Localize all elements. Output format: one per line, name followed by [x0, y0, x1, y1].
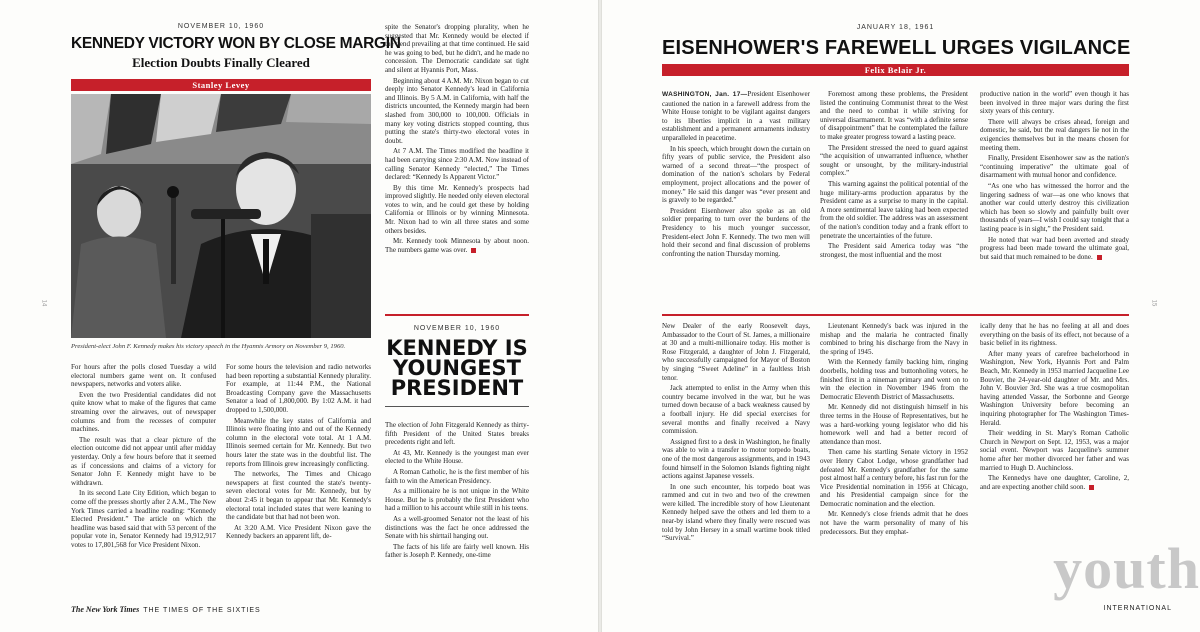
- headline: EISENHOWER'S FAREWELL URGES VIGILANCE: [662, 37, 1131, 59]
- paragraph: productive nation in the world” even though it has been involved in three major wars during the first sixty years of this century.: [980, 90, 1129, 116]
- paragraph: This warning against the political potential of the huge military-arms production apparatus by the President came as a surprise to many in the capital. A more sentimental leave taking had been expected from the old soldier. The address was an assessment of the nation's condition today and a frank effort to penetrate the uncertainties of the future.: [820, 179, 968, 240]
- right-bottom-col-2: [820, 322, 968, 538]
- paragraph: By this time Mr. Kennedy's prospects had improved slightly. He needed only eleven electoral votes to win, and he could get these by holding California or Illinois or by winning Minnesota. Mr. Nixon had to win all three states and some others besides.: [385, 183, 529, 235]
- right-bottom-col-3: [980, 322, 1129, 493]
- paragraph: [662, 90, 810, 143]
- paragraph: “As one who has witnessed the horror and the lingering sadness of war—as one who knows that another war could utterly destroy this civilization which has been so slowly and painfully built over thousands of years—I wish I could say tonight that a lasting peace is in sight,” the President said.: [980, 181, 1129, 233]
- right-page: [602, 0, 1200, 632]
- section-rule: [385, 314, 529, 316]
- end-mark-icon: [471, 248, 476, 253]
- page-number: 15: [1150, 299, 1157, 307]
- headline-line: KENNEDY IS: [386, 336, 528, 360]
- paragraph: Jack attempted to enlist in the Army when this country became involved in the war, but he was turned down because of a back weakness caused by a football injury. He did special exercises for several months and finally received a Navy commission.: [662, 384, 810, 436]
- left-col-1: [71, 363, 216, 551]
- paragraph: [980, 474, 1129, 491]
- paragraph-text: Mr. Kennedy took Minnesota by about noon. The numbers game was over.: [385, 237, 529, 254]
- paragraph: Foremost among these problems, the President listed the continuing Communist threat to the West and the need to combat it while striving for universal disarmament. It was “with a definite sense of disappointment” that he contemplated the failure to make greater progress toward a lasting peace.: [820, 90, 968, 141]
- left-footer: [71, 605, 261, 614]
- paragraph: Mr. Kennedy did not distinguish himself in his three terms in the House of Representatives, but he was a hard-working young legislator who did his homework well and had a better record of attendance than most.: [820, 403, 968, 446]
- paragraph: For some hours the television and radio networks had been reporting a substantial Kennedy plurality. For example, at 11:44 P.M., the National Broadcasting Company gave the Massachusetts Senator a lead of 1,800,000. By 1:02 A.M. it had dropped to 1,500,000.: [226, 363, 371, 414]
- left-col-2: [226, 363, 371, 543]
- page-number: 14: [40, 299, 47, 307]
- right-top-col-3: [980, 90, 1129, 263]
- right-top-col-1: [662, 90, 810, 260]
- paragraph: ically deny that he has no feeling at all and does everything on the basis of its effect, not because of a basic belief in its rightness.: [980, 322, 1129, 348]
- paragraph: The President stressed the need to guard against “the acquisition of unwarranted influence, whether sought or unsought, by the military-industrial complex.”: [820, 143, 968, 178]
- headline-line: YOUNGEST: [393, 356, 521, 380]
- section-watermark: youth: [1053, 536, 1200, 601]
- paragraph: New Dealer of the early Roosevelt days, Ambassador to the Court of St. James, a millionaire at 30 and a multi-millionaire today. His mother is Rose Fitzgerald, a daughter of John J. Fitzgerald, who successfully campaigned for Mayor of Boston by singing “Sweet Adeline” in a faultless Irish tenor.: [662, 322, 810, 382]
- paragraph: Mr. Kennedy's close friends admit that he does not have the warm personality of many of his predecessors. But they emphat-: [820, 510, 968, 536]
- end-mark-icon: [1097, 255, 1102, 260]
- paragraph: Then came his startling Senate victory in 1952 over Henry Cabot Lodge, whose grandfather had defeated Mr. Kennedy's grandfather for the same post almost half a century before, his fast run for the Vice Presidential nomination in 1956 at Chicago, and his Presidential campaign since for the Democratic nomination and the election.: [820, 448, 968, 508]
- byline-bar: Felix Belair Jr.: [662, 64, 1129, 76]
- paragraph-text: President Eisenhower cautioned the nation in a farewell address from the White House tonight to be vigilant against dangers to its liberties implicit in a vast military establishment and a permanent armaments industry unparalleled in peacetime.: [662, 90, 810, 142]
- paragraph: The networks, The Times and Chicago newspapers at first counted the state's twenty-seven electoral votes for Mr. Kennedy, but by about 2:45 it began to appear that Mr. Kennedy's electoral total included states that were leaning to the candidate but that had not been won.: [226, 470, 371, 522]
- paragraph: Their wedding in St. Mary's Roman Catholic Church in Newport on Sept. 12, 1953, was a major social event. Newport was Jacqueline's summer home after her mother divorced her father and was married to Hugh D. Auchincloss.: [980, 429, 1129, 472]
- headline-line: PRESIDENT: [390, 376, 524, 400]
- section-rule: [662, 314, 1129, 316]
- article2-headline: [385, 338, 529, 398]
- dateline: NOVEMBER 10, 1960: [177, 23, 265, 30]
- paragraph: Assigned first to a desk in Washington, he finally was able to win a transfer to motor torpedo boats, one of the most dangerous assignments, and in 1943 found himself in the Solomon Islands fighting night actions against Japanese vessels.: [662, 437, 810, 481]
- paragraph: In one such encounter, his torpedo boat was rammed and cut in two and two of the crewmen were killed. The incredible story of how Lieutenant Kennedy helped save the others and led them to a near-by island where they finally were rescued was told by John Hersey in a small wartime book titled “Survival.”: [662, 482, 810, 543]
- kennedy-victory-photo: [71, 94, 371, 338]
- paragraph: With the Kennedy family backing him, ringing doorbells, holding teas and buttonholing voters, he finished first in a nineman primary and went on to win the election in November 1946 from the Democratic Eleventh District of Massachusetts.: [820, 358, 968, 401]
- photo-illustration: [71, 94, 371, 338]
- paragraph: At 7 A.M. The Times modified the headline it had been carrying since 2:30 A.M. Now instead of calling Senator Kennedy “elected,” The Times declared: “Kennedy Is Apparent Victor.”: [385, 147, 529, 182]
- paragraph: After many years of carefree bachelorhood in Washington, New York, Hyannis Port and Palm Beach, Mr. Kennedy in 1953 married Jacqueline Lee Bouvier, the 24-year-old daughter of Mr. and Mrs. John V. Bouvier 3rd. She was a true cosmopolitan having attended Vassar, the Sorbonne and George Washington University before becoming an inquiring photographer for The Washington Times-Herald.: [980, 349, 1129, 427]
- paragraph: Meanwhile the key states of California and Illinois were floating into and out of the Kennedy column in the electoral vote total. At 1 A.M. Illinois seemed certain for Mr. Kennedy. But two hours later the state was in the doubtful list. The reports from Illinois grew increasingly conflicting.: [226, 416, 371, 468]
- paragraph: At 3:20 A.M. Vice President Nixon gave the Kennedy backers an apparent lift, de-: [226, 523, 371, 541]
- paragraph: Beginning about 4 A.M. Mr. Nixon began to cut deeply into Senator Kennedy's lead in California and Illinois. By 5 A.M. in California, with half the districts uncounted, the Kennedy margin had been slashed from 300,000 to 100,000. Officials in many key voting districts stopped counting, thus putting the state's thirty-two electoral votes in doubt.: [385, 76, 529, 145]
- paragraph: Lieutenant Kennedy's back was injured in the mishap and the malaria he contracted finally combined to bring his discharge from the Navy in the spring of 1945.: [820, 322, 968, 356]
- right-bottom-col-1: [662, 322, 810, 545]
- paragraph: Finally, President Eisenhower saw as the nation's “continuing imperative” the ultimate goal of disarmament with mutual honor and confidence.: [980, 154, 1129, 180]
- paragraph: In its second Late City Edition, which began to come off the presses shortly after 2 A.M., The New York Times carried a headline reading: “Kennedy Elected President.” The article on which the headline was based said that with 53 percent of the popular vote in, Senator Kennedy had 19,912,917 votes to 17,801,568 for Vice President Nixon.: [71, 489, 216, 549]
- paragraph: The facts of his life are fairly well known. His father is Joseph P. Kennedy, one-time: [385, 542, 529, 560]
- paragraph: For hours after the polls closed Tuesday a wild electoral numbers game went on. It confused newspapers, networks and voters alike.: [71, 363, 216, 389]
- dateline: JANUARY 18, 1961: [856, 24, 935, 31]
- paragraph: [980, 236, 1129, 262]
- dateline-lead: WASHINGTON, Jan. 17—: [662, 91, 748, 98]
- paragraph: The election of John Fitzgerald Kennedy as thirty-fifth President of the United States breaks precedents right and left.: [385, 421, 529, 447]
- paragraph: A Roman Catholic, he is the first member of his faith to win the American Presidency.: [385, 467, 529, 485]
- paragraph: The result was that a clear picture of the election outcome did not appear until after midday yesterday. Only a few hours before that it seemed as if concessions and claims of a victory for Senator John F. Kennedy might have to be withdrawn.: [71, 435, 216, 487]
- right-footer: INTERNATIONAL: [1103, 605, 1172, 612]
- paragraph: [385, 237, 529, 254]
- paragraph: As a well-groomed Senator not the least of his distinctions was the fact he once addressed the Senate with his shirttail hanging out.: [385, 514, 529, 541]
- end-mark-icon: [1089, 485, 1094, 490]
- paragraph: At 43, Mr. Kennedy is the youngest man ever elected to the White House.: [385, 448, 529, 466]
- paragraph: President Eisenhower also spoke as an old soldier preparing to turn over the burdens of the Presidency to his much younger successor, President-elect John F. Kennedy. The two men will hold their second and final discussion of problems confronting the nation Thursday morning.: [662, 206, 810, 258]
- left-page: [0, 0, 598, 632]
- headline: KENNEDY VICTORY WON BY CLOSE MARGIN: [71, 35, 401, 52]
- nyt-logo: The New York Times: [71, 605, 140, 614]
- paragraph: As a millionaire he is not unique in the White House. But he is probably the first President who had a million to his account while still in his teens.: [385, 487, 529, 513]
- left-col-3-top: [385, 23, 529, 256]
- paragraph: spite the Senator's dropping plurality, when he suggested that Mr. Kennedy would be elected if the trend prevailing at that time continued. He said he was going to bed, but he didn't, and he made no concession. The Democratic candidate sat tight and silent at Hyannis Port, Mass.: [385, 23, 529, 74]
- paragraph: Even the two Presidential candidates did not quite know what to make of the figures that came streaming over the airwaves, out of newspaper columns and from the recesses of computer machines.: [71, 390, 216, 434]
- photo-caption: President-elect John F. Kennedy makes his victory speech in the Hyannis Armory on November 9, 1960.: [71, 343, 346, 350]
- divider: [385, 406, 529, 407]
- paragraph: The President said America today was “the strongest, the most influential and the most: [820, 242, 968, 259]
- article2-dateline: NOVEMBER 10, 1960: [413, 325, 501, 332]
- left-col-3-bottom: [385, 421, 529, 562]
- subhead: Election Doubts Finally Cleared: [132, 55, 310, 70]
- paragraph-text: He noted that war had been averted and steady progress had been made toward the ultimate goal, but said that much remained to be done.: [980, 235, 1129, 261]
- byline-bar: Stanley Levey: [71, 79, 371, 91]
- right-top-col-2: [820, 90, 968, 261]
- paragraph: In his speech, which brought down the curtain on fifty years of public service, the President also warned of a second threat—“the prospect of domination of the nation's scholars by Federal employment, project allocations and the power of money.” He said this danger was “ever present and is gravely to be regarded.”: [662, 144, 810, 205]
- footer-text: THE TIMES OF THE SIXTIES: [143, 607, 261, 614]
- paragraph-text: The Kennedys have one daughter, Caroline, 2, and are expecting another child soon.: [980, 474, 1129, 491]
- paragraph: There will always be crises ahead, foreign and domestic, he said, but the real dangers lie not in the exigencies themselves but in the means chosen for meeting them.: [980, 117, 1129, 152]
